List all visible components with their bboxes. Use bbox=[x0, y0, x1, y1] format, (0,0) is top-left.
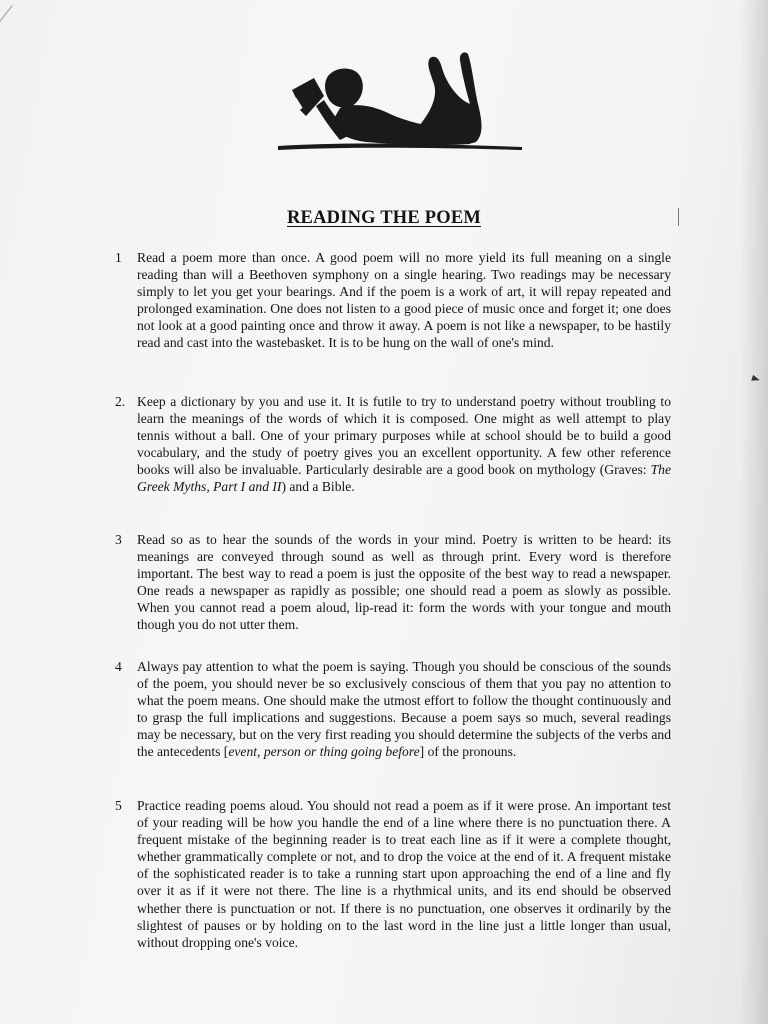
item-number: 1 bbox=[115, 250, 122, 265]
item-text-italic: The Greek Myths, Part I and II bbox=[137, 462, 671, 495]
item-text-part: Always pay attention to what the poem is saying. Though you should be conscious of the sounds of the poem, you should never be so exclusively conscious of them that you pay no attention to what the poem means. One should make the utmost effort to follow the thought continuously and to grasp the full implications and suggestions. Because a poem says so much, several readings may be necessary, but on the very first reading you should determine the subjects of the verbs and the antecedents [ bbox=[137, 659, 671, 760]
item-text: Read a poem more than once. A good poem will no more yield its full meaning on a single reading than will a Beethoven symphony on a single hearing. Two readings may be necessary simply to let you get your bearings. And if the poem is a work of art, it will repay repeated and prolonged examination. One does not listen to a good piece of music once and forget it; one does not look at a good painting once and throw it away. A poem is not like a newspaper, to be hastily read and cast into the wastebasket. It is to be hung on the wall of one's mind. bbox=[137, 250, 671, 351]
list-item bbox=[115, 393, 671, 496]
list-item bbox=[115, 531, 671, 634]
item-text-part: Keep a dictionary by you and use it. It is futile to try to understand poetry without troubling to learn the meanings of the words of which it is composed. One might as well attempt to play tennis without a ball. One of your primary purposes while at school should be to build a good vocabulary, and the study of poetry gives you an excellent opportunity. A few other reference books will also be invaluable. Particularly desirable are a good book on mythology (Graves: bbox=[137, 394, 671, 478]
page-crease bbox=[0, 5, 13, 37]
item-text bbox=[137, 658, 671, 761]
page-edge-shadow bbox=[740, 0, 768, 1024]
item-text: Practice reading poems aloud. You should not read a poem as if it were prose. An important test of your reading will be how you handle the end of a line where there is no punctuation there. A frequent mistake of the beginning reader is to treat each line as if it were a complete thought, whether grammatically complete or not, and to drop the voice at the end of it. A frequent mistake of the sophisticated reader is to take a running start upon approaching the end of a line and fly over it as if it were not there. The line is a rhythmical units, and its end should be observed whether there is punctuation or not. If there is no punctuation, one observes it ordinarily by the slightest of pauses or by holding on to the last word in the line just a little longer than usual, without dropping one's voice. bbox=[137, 798, 671, 950]
item-text-italic: event, person or thing going before bbox=[228, 744, 420, 760]
item-text-part: ] of the pronouns. bbox=[419, 744, 517, 760]
item-text-part: ) and a Bible. bbox=[281, 479, 355, 495]
item-number: 4 bbox=[115, 659, 122, 674]
item-text: Read so as to hear the sounds of the words in your mind. Poetry is written to be heard: its meanings are conveyed through sound as well as through print. Every word is therefore important. The best way to read a poem is just the opposite of the best way to read a newspaper. One reads a newspaper as rapidly as possible; one should read a poem as slowly as possible. When you cannot read a poem aloud, lip-read it: form the words with your tongue and mouth though you do not utter them. bbox=[137, 532, 671, 633]
reading-woman-silhouette-icon bbox=[270, 50, 530, 155]
list-item bbox=[115, 797, 671, 951]
item-text bbox=[137, 393, 671, 496]
list-item bbox=[115, 249, 671, 352]
item-number: 3 bbox=[115, 532, 122, 547]
item-number: 2. bbox=[115, 394, 126, 409]
margin-pen-mark bbox=[678, 208, 679, 226]
page-title: READING THE POEM bbox=[286, 208, 482, 228]
item-number: 5 bbox=[115, 798, 122, 813]
list-item bbox=[115, 658, 671, 761]
